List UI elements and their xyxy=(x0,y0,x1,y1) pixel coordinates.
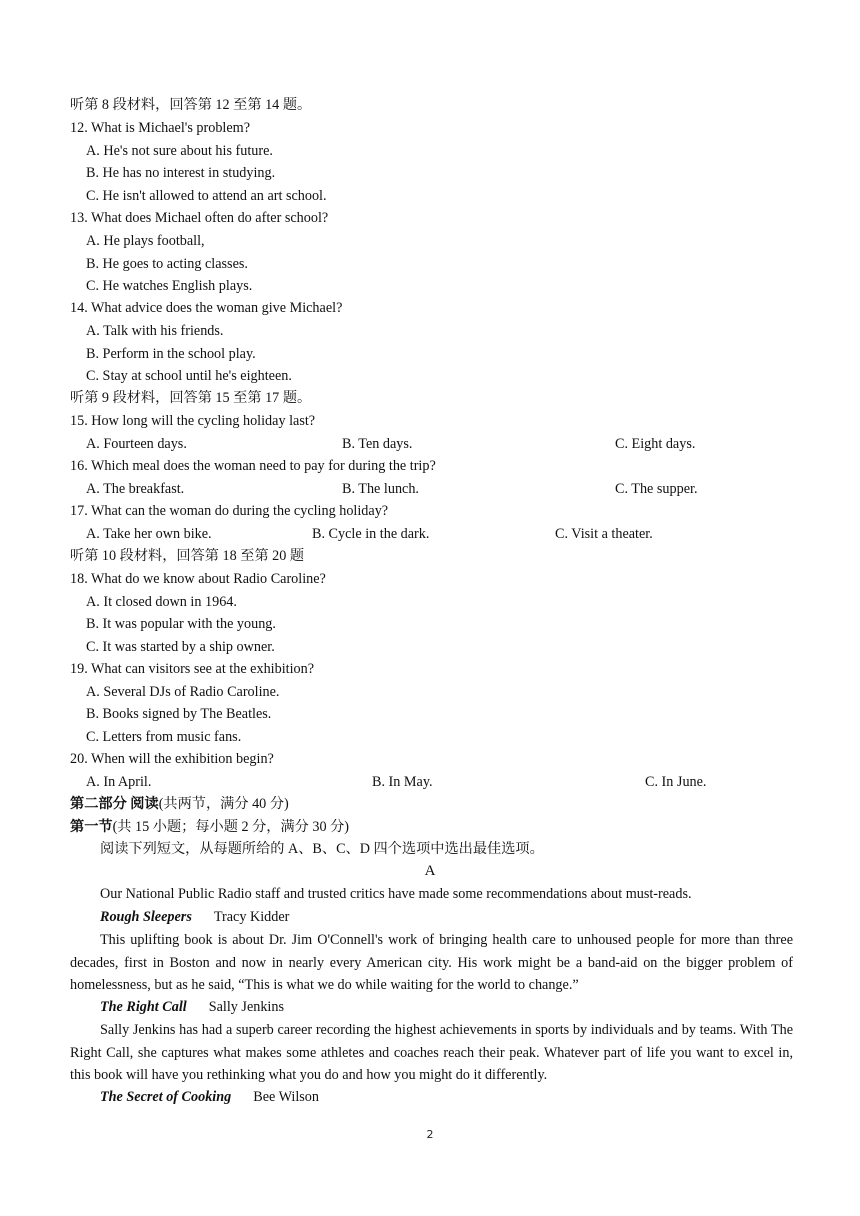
q19-option-b: B. Books signed by The Beatles. xyxy=(86,706,272,722)
q16-option-c: C. The supper. xyxy=(615,481,698,497)
book-3-author: Bee Wilson xyxy=(253,1089,319,1105)
book-1-title: Rough Sleepers xyxy=(100,909,192,925)
q12-option-b: B. He has no interest in studying. xyxy=(86,165,276,181)
part2-title-suffix: (共两节，满分 40 分) xyxy=(158,796,289,812)
book-3-title: The Secret of Cooking xyxy=(100,1089,232,1105)
q20-option-a: A. In April. xyxy=(86,774,152,790)
q14-stem: 14. What advice does the woman give Michael? xyxy=(70,300,343,316)
q20-option-c: C. In June. xyxy=(645,774,707,790)
q13-stem: 13. What does Michael often do after school? xyxy=(70,210,329,226)
q18-option-a: A. It closed down in 1964. xyxy=(86,594,237,610)
book-1-author: Tracy Kidder xyxy=(213,909,290,925)
q13-option-c: C. He watches English plays. xyxy=(86,278,253,294)
q19-option-c: C. Letters from music fans. xyxy=(86,729,242,745)
section9-header: 听第 9 段材料，回答第 15 至第 17 题。 xyxy=(70,390,312,406)
part2-title: 第二部分 阅读 xyxy=(70,796,159,812)
book-3-heading xyxy=(100,1087,319,1107)
section1-title: 第一节 xyxy=(70,819,113,835)
q12-option-a: A. He's not sure about his future. xyxy=(86,143,273,159)
q15-option-b: B. Ten days. xyxy=(342,436,413,452)
reading-instruction: 阅读下列短文，从每题所给的 A、B、C、D 四个选项中选出最佳选项。 xyxy=(100,841,544,857)
q18-option-b: B. It was popular with the young. xyxy=(86,616,276,632)
passage-intro: Our National Public Radio staff and trusted critics have made some recommendations about must-reads. xyxy=(100,886,692,902)
q15-stem: 15. How long will the cycling holiday last? xyxy=(70,413,316,429)
q20-option-b: B. In May. xyxy=(372,774,433,790)
q12-stem: 12. What is Michael's problem? xyxy=(70,120,250,136)
book-1-heading xyxy=(100,907,289,927)
q18-option-c: C. It was started by a ship owner. xyxy=(86,639,275,655)
q16-stem: 16. Which meal does the woman need to pay for during the trip? xyxy=(70,458,436,474)
q13-option-a: A. He plays football, xyxy=(86,233,205,249)
q14-option-a: A. Talk with his friends. xyxy=(86,323,224,339)
q19-option-a: A. Several DJs of Radio Caroline. xyxy=(86,684,280,700)
part2-heading xyxy=(70,794,289,814)
q17-option-a: A. Take her own bike. xyxy=(86,526,212,542)
section1-heading xyxy=(70,817,349,837)
passage-label: A xyxy=(424,863,436,879)
q17-option-c: C. Visit a theater. xyxy=(555,526,653,542)
section8-header: 听第 8 段材料，回答第 12 至第 14 题。 xyxy=(70,97,312,113)
q15-option-c: C. Eight days. xyxy=(615,436,696,452)
book-1-description: This uplifting book is about Dr. Jim O'Connell's work of bringing health care to unhoused people for more than three decades, first in Boston and now in nearly every American city. His work might be a band-aid on the bigger problem of homelessness, but as he said, “This is what we do while waiting for the world to change.” xyxy=(70,932,793,993)
q17-stem: 17. What can the woman do during the cycling holiday? xyxy=(70,503,389,519)
q17-option-b: B. Cycle in the dark. xyxy=(312,526,430,542)
book-2-author: Sally Jenkins xyxy=(208,999,284,1015)
page-number: 2 xyxy=(426,1128,434,1141)
book-2-title: The Right Call xyxy=(100,999,187,1015)
q19-stem: 19. What can visitors see at the exhibition? xyxy=(70,661,315,677)
book-2-heading xyxy=(100,997,284,1017)
q15-option-a: A. Fourteen days. xyxy=(86,436,187,452)
q13-option-b: B. He goes to acting classes. xyxy=(86,256,248,272)
section10-header: 听第 10 段材料，回答第 18 至第 20 题 xyxy=(70,548,305,564)
q14-option-b: B. Perform in the school play. xyxy=(86,346,256,362)
q16-option-a: A. The breakfast. xyxy=(86,481,185,497)
q16-option-b: B. The lunch. xyxy=(342,481,419,497)
q20-stem: 20. When will the exhibition begin? xyxy=(70,751,274,767)
section1-title-suffix: (共 15 小题；每小题 2 分，满分 30 分) xyxy=(112,819,350,835)
q12-option-c: C. He isn't allowed to attend an art school. xyxy=(86,188,327,204)
book-2-description: Sally Jenkins has had a superb career recording the highest achievements in sports by individuals and by teams. With The Right Call, she captures what makes some athletes and coaches reach their peak. Whatever part of life you want to excel in, this book will have you rethinking what you do and how you might do it differently. xyxy=(70,1022,793,1083)
q14-option-c: C. Stay at school until he's eighteen. xyxy=(86,368,292,384)
q18-stem: 18. What do we know about Radio Caroline? xyxy=(70,571,326,587)
